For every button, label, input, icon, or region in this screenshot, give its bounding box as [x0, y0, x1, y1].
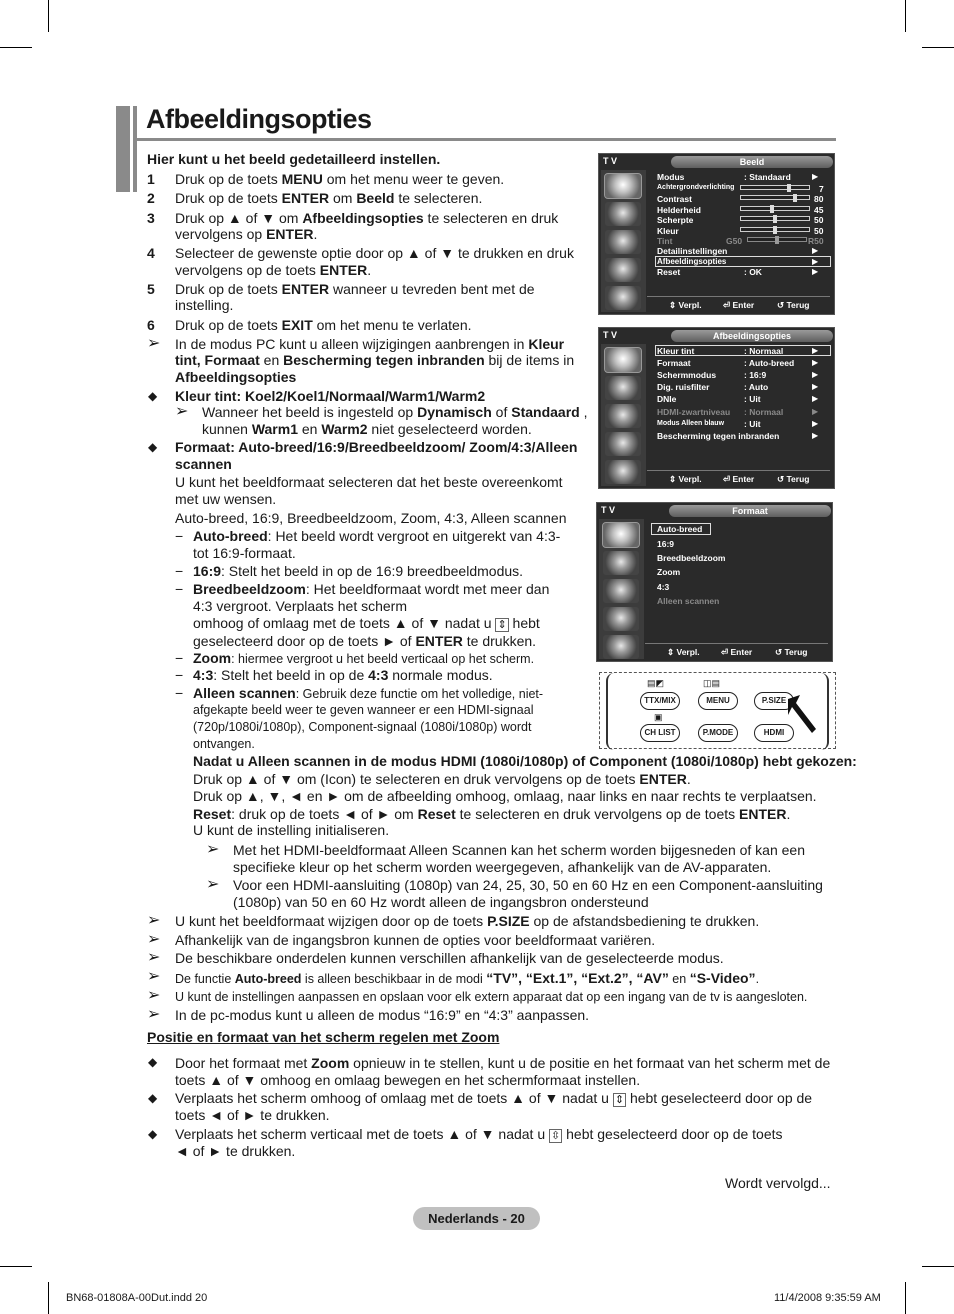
note-psize: U kunt het beeldformaat wijzigen door op de toets P.SIZE op de afstandsbediening te drukken.: [175, 913, 760, 929]
intro-text: Hier kunt u het beeld gedetailleerd instellen.: [147, 151, 441, 167]
ch-list-button[interactable]: CH LIST: [640, 724, 680, 742]
note-source: Afhankelijk van de ingangsbron kunnen de opties voor beeldformaat variëren.: [175, 932, 656, 948]
crop-mark: [922, 47, 954, 48]
osd-row-label[interactable]: Schermmodus: [657, 370, 717, 380]
osd-return-hint: ↺ Terug: [777, 474, 810, 484]
osd-row-label[interactable]: Modus: [657, 172, 685, 182]
channel-icon[interactable]: [605, 230, 641, 254]
tint-slider: [747, 237, 807, 242]
title-accent-bar: [116, 106, 130, 192]
osd-return-hint: ↺ Terug: [777, 300, 810, 310]
osd-row-label: HDMI-zwartniveau: [657, 407, 731, 417]
hdmi-line: Druk op ▲ of ▼ om (Icon) te selecteren en druk vervolgens op de toets ENTER.: [193, 771, 691, 787]
osd-enter-hint: ⏎ Enter: [723, 474, 755, 484]
osd-row-label-selected[interactable]: Kleur tint: [657, 346, 695, 356]
step-5-cont: instelling.: [175, 297, 234, 313]
osd-beeld-menu: [598, 153, 835, 315]
osd-enter-hint: ⏎ Enter: [723, 300, 755, 310]
step-4: Selecteer de gewenste optie door op ▲ of ▼ te drukken en druk: [175, 245, 574, 261]
osd-header: Beeld: [671, 156, 833, 168]
osd-row-value: : Standaard: [744, 172, 791, 182]
right-triangle-icon: ▶: [812, 267, 819, 276]
brightness-slider[interactable]: [740, 206, 810, 211]
page-title: Afbeeldingsopties: [146, 104, 372, 134]
osd-row-label-selected[interactable]: Afbeeldingsopties: [657, 257, 727, 266]
note-mode: De beschikbare onderdelen kunnen verschillen afhankelijk van de geselecteerde modus.: [175, 950, 724, 966]
osd-option[interactable]: 4:3: [657, 582, 670, 592]
osd-option[interactable]: Zoom: [657, 567, 681, 577]
sound-icon[interactable]: [605, 202, 641, 226]
bullet-diamond-icon: ◆: [148, 1091, 158, 1105]
note-save: U kunt de instellingen aanpassen en opslaan voor elk extern apparaat dat op een ingang van de tv is aangesloten.: [175, 990, 808, 1004]
right-triangle-icon: ▶: [812, 394, 819, 403]
note-pc-cont: tint, Formaat en Bescherming tegen inbranden bij de items in: [175, 352, 575, 368]
step-3-cont: vervolgens op ENTER.: [175, 226, 318, 242]
hdmi-note-cont: specifieke kleur op het scherm worden weergegeven, afhankelijk van de AV-apparaten.: [233, 859, 772, 875]
osd-afbeeldingsopties-menu: [598, 327, 835, 489]
hdmi-button[interactable]: HDMI: [754, 724, 794, 742]
return-icon: ↺: [777, 300, 785, 310]
note-arrow-icon: ➢: [147, 931, 161, 948]
formaat-alleen-scannen-cont: ontvangen.: [193, 737, 255, 751]
step-number: 1: [147, 171, 155, 187]
title-rule: [137, 138, 836, 141]
formaat-alleen-scannen-cont: afgekapte beeld weer te geven wanneer er een HDMI-signaal: [193, 703, 534, 717]
picture-icon[interactable]: [605, 174, 641, 198]
note-pc-cont: Afbeeldingsopties: [175, 369, 297, 385]
osd-tv-label: T V: [601, 505, 616, 515]
teletext-icon: ▣: [654, 712, 663, 722]
slider-knob: [773, 226, 777, 234]
positie-item-cont: toets ◄ of ► te drukken.: [175, 1107, 330, 1123]
input-icon[interactable]: [603, 635, 639, 659]
osd-return-hint: ↺ Terug: [775, 647, 808, 657]
setup-icon[interactable]: [603, 607, 639, 631]
osd-header: Afbeeldingsopties: [671, 330, 833, 342]
hdmi-line: U kunt de instelling initialiseren.: [193, 822, 390, 838]
osd-row-label[interactable]: Scherpte: [657, 215, 694, 225]
osd-footer-line: [645, 643, 828, 644]
imprint-file: BN68-01808A-00Dut.indd 20: [66, 1292, 208, 1304]
picture-icon[interactable]: [605, 348, 641, 372]
positie-item: Verplaats het scherm omhoog of omlaag met de toets ▲ of ▼ nadat u ⇕ hebt geselecteerd door op de: [175, 1090, 813, 1106]
hdmi-line: Reset: druk op de toets ◄ of ► om Reset te selecteren en druk vervolgens op de toets ENTER.: [193, 806, 791, 822]
dash: −: [175, 581, 184, 597]
osd-tint-g: G50: [726, 236, 743, 246]
hdmi-note-cont: (1080p) van 50 en 60 Hz wordt alleen de ingangsbron ondersteund: [233, 894, 649, 910]
title-accent-bar: [133, 106, 137, 192]
hdmi-note: Voor een HDMI-aansluiting (1080p) van 24, 25, 30, 50 en 60 Hz en een Component-aansluiting: [233, 877, 823, 893]
formaat-desc: met uw wensen.: [175, 491, 277, 507]
positie-item-cont: ◄ of ► te drukken.: [175, 1143, 296, 1159]
bullet-diamond-icon: ◆: [148, 440, 158, 454]
right-triangle-icon: ▶: [812, 172, 819, 181]
slider-knob: [793, 194, 797, 202]
osd-row-value: 80: [814, 194, 824, 204]
right-triangle-icon: ▶: [812, 246, 819, 255]
formaat-auto-breed-cont: tot 16:9-formaat.: [193, 545, 296, 561]
osd-sidebar: [601, 344, 646, 486]
hdmi-note: Met het HDMI-beeldformaat Alleen Scannen kan het scherm worden bijgesneden of kan een: [233, 842, 806, 858]
osd-option[interactable]: 16:9: [657, 539, 675, 549]
step-3: Druk op ▲ of ▼ om Afbeeldingsopties te selecteren en druk: [175, 210, 559, 226]
enter-icon: ⏎: [723, 300, 731, 310]
bullet-diamond-icon: ◆: [148, 389, 158, 403]
menu-button[interactable]: MENU: [698, 692, 738, 710]
dash: −: [175, 528, 184, 544]
note-arrow-icon: ➢: [147, 968, 161, 985]
osd-tv-label: T V: [603, 330, 618, 340]
right-triangle-icon: ▶: [812, 431, 819, 440]
osd-row-value: 50: [814, 226, 824, 236]
osd-row-value: : OK: [744, 267, 762, 277]
osd-move-hint: ⇕ Verpl.: [667, 647, 700, 657]
teletext-icon: ◫▤: [703, 678, 721, 688]
input-icon[interactable]: [605, 286, 641, 310]
note-auto-breed: De functie Auto-breed is alleen beschikbaar in de modi “TV”, “Ext.1”, “Ext.2”, “AV” en “S-Video”.: [175, 970, 760, 986]
dash: −: [175, 563, 184, 579]
bullet-diamond-icon: ◆: [148, 1055, 158, 1069]
osd-option-selected[interactable]: Auto-breed: [657, 524, 703, 534]
osd-option[interactable]: Breedbeeldzoom: [657, 553, 726, 563]
osd-header: Formaat: [669, 505, 831, 517]
kleurtint-note: Wanneer het beeld is ingesteld op Dynamisch of Standaard ,: [202, 404, 588, 420]
formaat-zoom: Zoom: hiermee vergroot u het beeld verticaal op het scherm.: [193, 650, 535, 666]
step-number: 6: [147, 317, 155, 333]
formaat-breedbeeldzoom-cont: geselecteerd door op de toets ► of ENTER te drukken.: [193, 633, 537, 649]
setup-icon[interactable]: [605, 432, 641, 456]
osd-row-label[interactable]: Bescherming tegen inbranden: [657, 431, 780, 441]
right-triangle-icon: ▶: [812, 370, 819, 379]
p-mode-button[interactable]: P.MODE: [698, 724, 738, 742]
note-arrow-icon: ➢: [147, 912, 161, 929]
right-triangle-icon: ▶: [812, 346, 819, 355]
crop-mark: [905, 1282, 906, 1314]
hdmi-heading: Nadat u Alleen scannen in de modus HDMI (1080i/1080p) of Component (1080i/1080p) hebt gekozen:: [193, 753, 857, 769]
formaat-options: Auto-breed, 16:9, Breedbeeldzoom, Zoom, 4:3, Alleen scannen: [175, 510, 567, 526]
dash: −: [175, 685, 184, 701]
note-pc: In de modus PC kunt u alleen wijzigingen aanbrengen in Kleur: [175, 336, 565, 352]
return-icon: ↺: [775, 647, 783, 657]
note-arrow-icon: ➢: [147, 335, 161, 352]
hdmi-line: Druk op ▲, ▼, ◄ en ► om de afbeelding omhoog, omlaag, naar links en naar rechts te verplaatsen.: [193, 788, 817, 804]
note-arrow-icon: ➢: [147, 949, 161, 966]
remote-edge: [606, 673, 618, 750]
positie-item-cont: toets ▲ of ▼ omhoog en omlaag bewegen en het schermformaat instellen.: [175, 1072, 641, 1088]
dash: −: [175, 650, 184, 666]
zoom-size-icon: ⇳: [551, 1130, 561, 1142]
step-number: 3: [147, 210, 155, 226]
osd-sidebar: [601, 170, 646, 312]
note-pc-mode: In de pc-modus kunt u alleen de modus “16:9” en “4:3” aanpassen.: [175, 1007, 590, 1023]
osd-row-value: : Uit: [744, 394, 761, 404]
note-arrow-icon: ➢: [175, 403, 189, 420]
right-triangle-icon: ▶: [812, 257, 819, 266]
note-arrow-icon: ➢: [206, 841, 220, 858]
note-arrow-icon: ➢: [147, 987, 161, 1004]
zoom-position-icon: ⇕: [497, 619, 507, 631]
osd-option: Alleen scannen: [657, 596, 720, 606]
osd-footer-line: [647, 296, 830, 297]
step-2: Druk op de toets ENTER om Beeld te selecteren.: [175, 190, 483, 206]
osd-row-value: : Auto-breed: [744, 358, 795, 368]
right-triangle-icon: ▶: [812, 407, 819, 416]
right-triangle-icon: ▶: [812, 358, 819, 367]
osd-footer-line: [647, 470, 830, 471]
osd-row-label[interactable]: DNIe: [657, 394, 677, 404]
enter-icon: ⏎: [721, 647, 729, 657]
formaat-heading: Formaat: Auto-breed/16:9/Breedbeeldzoom/ Zoom/4:3/Alleen: [175, 439, 578, 455]
dash: −: [175, 667, 184, 683]
kleurtint-note-cont: kunnen Warm1 en Warm2 niet geselecteerd worden.: [202, 421, 532, 437]
remote-control-detail: [599, 672, 836, 749]
page-number-badge: Nederlands - 20: [413, 1207, 540, 1230]
osd-row-value: : Auto: [744, 382, 769, 392]
sound-icon[interactable]: [605, 376, 641, 400]
osd-formaat-menu: [596, 502, 833, 662]
color-slider[interactable]: [740, 227, 810, 232]
pointer-arrow-icon: [786, 693, 820, 737]
formaat-auto-breed: Auto-breed: Het beeld wordt vergroot en uitgerekt van 4:3-: [193, 528, 561, 544]
input-icon[interactable]: [605, 460, 641, 484]
osd-row-value: 50: [814, 215, 824, 225]
step-6: Druk op de toets EXIT om het menu te verlaten.: [175, 317, 472, 333]
contrast-slider[interactable]: [740, 195, 810, 200]
sound-icon[interactable]: [603, 551, 639, 575]
imprint-date: 11/4/2008 9:35:59 AM: [774, 1292, 881, 1304]
psize-button[interactable]: P.SIZE: [754, 692, 794, 710]
crop-mark: [905, 0, 906, 32]
teletext-icon: ▤◩: [647, 678, 665, 688]
osd-sidebar: [599, 519, 644, 659]
step-4-cont: vervolgens op de toets ENTER.: [175, 262, 372, 278]
formaat-43: 4:3: Stelt het beeld in op de 4:3 normale modus.: [193, 667, 493, 683]
osd-row-value: 45: [814, 205, 824, 215]
kleurtint-heading: Kleur tint: Koel2/Koel1/Normaal/Warm1/Warm2: [175, 388, 486, 404]
crop-mark: [0, 47, 32, 48]
crop-mark: [48, 0, 49, 32]
osd-row-label[interactable]: Dig. ruisfilter: [657, 382, 710, 392]
formaat-breedbeeldzoom-cont: omhoog of omlaag met de toets ▲ of ▼ nadat u ⇕ hebt: [193, 615, 540, 631]
updown-icon: ⇕: [669, 474, 677, 484]
osd-row-label[interactable]: Helderheid: [657, 205, 701, 215]
formaat-heading-cont: scannen: [175, 456, 232, 472]
right-triangle-icon: ▶: [812, 382, 819, 391]
step-number: 5: [147, 281, 155, 297]
osd-row-value: 7: [819, 184, 824, 194]
osd-tv-label: T V: [603, 156, 618, 166]
osd-row-label[interactable]: Reset: [657, 267, 681, 277]
crop-mark: [922, 1266, 954, 1267]
osd-row-value: : 16:9: [744, 370, 767, 380]
right-triangle-icon: ▶: [812, 419, 819, 428]
osd-row-value: : Normaal: [744, 346, 784, 356]
bullet-diamond-icon: ◆: [148, 1127, 158, 1141]
formaat-alleen-scannen-cont: (720p/1080i/1080p), Component-signaal (1080i/1080p) wordt: [193, 720, 532, 734]
continued-text: Wordt vervolgd...: [725, 1175, 831, 1191]
setup-icon[interactable]: [605, 258, 641, 282]
osd-row-value: : Uit: [744, 419, 761, 429]
backlight-slider[interactable]: [740, 185, 810, 190]
enter-icon: ⏎: [723, 474, 731, 484]
positie-item: Verplaats het scherm verticaal met de toets ▲ of ▼ nadat u ⇳ hebt geselecteerd door op de toets: [175, 1126, 783, 1142]
crop-mark: [48, 1282, 49, 1314]
updown-icon: ⇕: [667, 647, 675, 657]
updown-icon: ⇕: [669, 300, 677, 310]
step-1: Druk op de toets MENU om het menu weer te geven.: [175, 171, 505, 187]
formaat-169: 16:9: Stelt het beeld in op de 16:9 breedbeeldmodus.: [193, 563, 524, 579]
slider-knob: [787, 184, 791, 192]
crop-mark: [0, 1266, 32, 1267]
formaat-alleen-scannen: Alleen scannen: Gebruik deze functie om het volledige, niet-: [193, 685, 544, 701]
step-number: 2: [147, 190, 155, 206]
sharpness-slider[interactable]: [740, 216, 810, 221]
zoom-position-icon: ⇕: [614, 1094, 625, 1106]
slider-knob: [770, 205, 774, 213]
osd-tint-r: R50: [808, 236, 824, 246]
osd-row-label[interactable]: Contrast: [657, 194, 692, 204]
formaat-breedbeeldzoom-cont: 4:3 vergroot. Verplaats het scherm: [193, 598, 407, 614]
step-number: 4: [147, 245, 155, 261]
osd-move-hint: ⇕ Verpl.: [669, 474, 702, 484]
note-arrow-icon: ➢: [147, 1006, 161, 1023]
osd-row-label[interactable]: Modus Alleen blauw: [657, 420, 725, 427]
channel-icon[interactable]: [603, 579, 639, 603]
osd-move-hint: ⇕ Verpl.: [669, 300, 702, 310]
slider-knob: [775, 236, 779, 244]
channel-icon[interactable]: [605, 404, 641, 428]
osd-row-label: Tint: [657, 236, 673, 246]
formaat-desc: U kunt het beeldformaat selecteren dat het beste overeenkomt: [175, 474, 563, 490]
osd-enter-hint: ⏎ Enter: [721, 647, 753, 657]
picture-icon[interactable]: [603, 523, 639, 547]
step-5: Druk op de toets ENTER wanneer u tevreden bent met de: [175, 281, 535, 297]
osd-row-label[interactable]: Kleur: [657, 226, 679, 236]
slider-knob: [773, 215, 777, 223]
osd-row-value: : Normaal: [744, 407, 784, 417]
positie-item: Door het formaat met Zoom opnieuw in te stellen, kunt u de positie en het formaat van het scherm met de: [175, 1055, 831, 1071]
return-icon: ↺: [777, 474, 785, 484]
osd-row-label[interactable]: Achtergrondverlichting: [657, 184, 735, 191]
note-arrow-icon: ➢: [206, 876, 220, 893]
osd-row-label[interactable]: Formaat: [657, 358, 691, 368]
positie-heading: Positie en formaat van het scherm regelen met Zoom: [147, 1029, 500, 1045]
formaat-breedbeeldzoom: Breedbeeldzoom: Het beeldformaat wordt met meer dan: [193, 581, 550, 597]
ttx-mix-button[interactable]: TTX/MIX: [640, 692, 680, 710]
osd-row-label[interactable]: Detailinstellingen: [657, 246, 728, 256]
